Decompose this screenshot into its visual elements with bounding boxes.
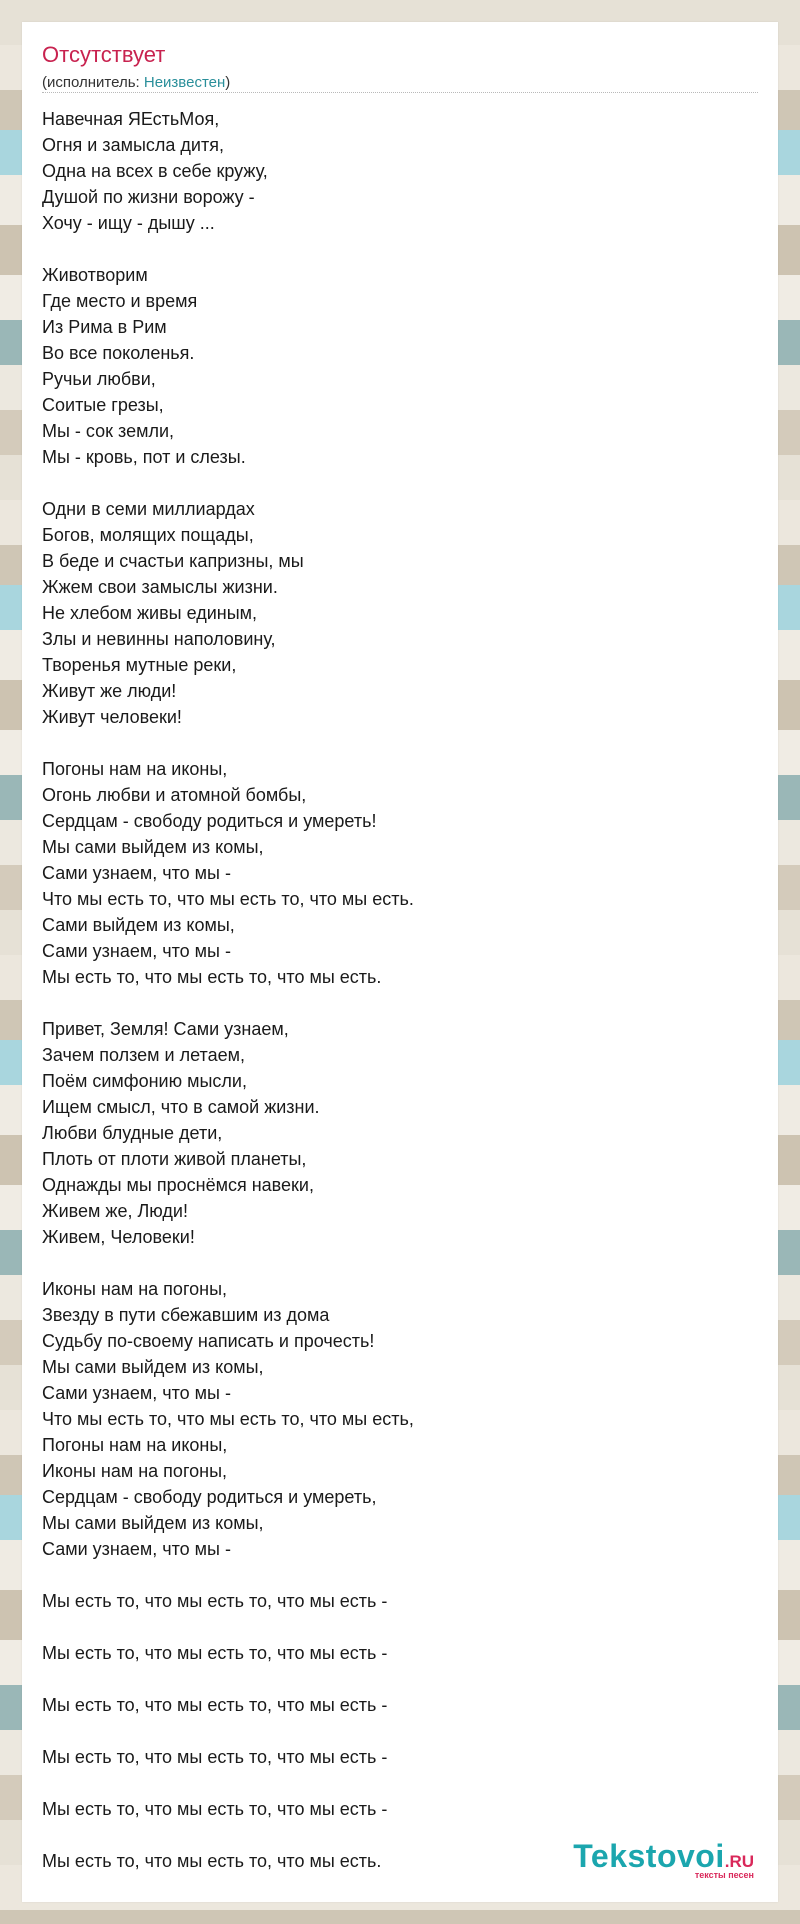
lyric-line: Мы сами выйдем из комы, bbox=[42, 837, 264, 857]
lyric-line: Плоть от плоти живой планеты, bbox=[42, 1149, 307, 1169]
lyric-line: Соитые грезы, bbox=[42, 395, 164, 415]
lyric-line: Животворим bbox=[42, 265, 148, 285]
lyrics-text bbox=[42, 106, 414, 1874]
lyric-line: В беде и счастьи капризны, мы bbox=[42, 551, 304, 571]
song-title: Отсутствует bbox=[42, 42, 166, 67]
lyric-line: Живут же люди! bbox=[42, 681, 177, 701]
site-logo[interactable] bbox=[573, 1838, 754, 1880]
lyric-line: Поём симфонию мысли, bbox=[42, 1071, 247, 1091]
lyric-line: Звезду в пути сбежавшим из дома bbox=[42, 1305, 330, 1325]
stanza-break bbox=[42, 1250, 414, 1276]
lyric-line: Живут человеки! bbox=[42, 707, 182, 727]
lyric-line: Сами выйдем из комы, bbox=[42, 915, 235, 935]
lyric-line: Огня и замысла дитя, bbox=[42, 135, 224, 155]
stanza-break bbox=[42, 1718, 414, 1744]
lyric-line: Погоны нам на иконы, bbox=[42, 1435, 228, 1455]
lyric-line: Сами узнаем, что мы - bbox=[42, 1539, 231, 1559]
lyric-line: Любви блудные дети, bbox=[42, 1123, 223, 1143]
logo-tagline: тексты песен bbox=[694, 1870, 754, 1880]
lyric-line: Иконы нам на погоны, bbox=[42, 1279, 228, 1299]
lyric-line: Мы есть то, что мы есть то, что мы есть - bbox=[42, 1799, 388, 1819]
stanza-break bbox=[42, 1822, 414, 1848]
artist-suffix: ) bbox=[225, 74, 231, 91]
lyric-line: Мы есть то, что мы есть то, что мы есть. bbox=[42, 1851, 382, 1871]
lyric-line: Ищем смысл, что в самой жизни. bbox=[42, 1097, 320, 1117]
lyric-line: Мы есть то, что мы есть то, что мы есть. bbox=[42, 967, 382, 987]
artist-link[interactable]: Неизвестен bbox=[143, 74, 226, 91]
lyric-line: Сами узнаем, что мы - bbox=[42, 863, 231, 883]
stanza-break bbox=[42, 1614, 414, 1640]
lyric-line: Одна на всех в себе кружу, bbox=[42, 161, 268, 181]
lyric-line: Мы есть то, что мы есть то, что мы есть - bbox=[42, 1643, 388, 1663]
lyric-line: Сердцам - свободу родиться и умереть! bbox=[42, 811, 377, 831]
stanza-break bbox=[42, 730, 414, 756]
lyric-line: Из Рима в Рим bbox=[42, 317, 167, 337]
artist-line bbox=[42, 74, 230, 91]
lyric-line: Душой по жизни ворожу - bbox=[42, 187, 255, 207]
lyric-line: Живем, Человеки! bbox=[42, 1227, 195, 1247]
title-divider bbox=[42, 92, 758, 93]
lyric-line: Мы есть то, что мы есть то, что мы есть - bbox=[42, 1695, 388, 1715]
artist-prefix: (исполнитель: bbox=[42, 74, 144, 91]
lyric-line: Сами узнаем, что мы - bbox=[42, 1383, 231, 1403]
lyric-line: Однажды мы проснёмся навеки, bbox=[42, 1175, 314, 1195]
lyric-line: Сами узнаем, что мы - bbox=[42, 941, 231, 961]
lyric-line: Не хлебом живы единым, bbox=[42, 603, 258, 623]
lyric-line: Мы сами выйдем из комы, bbox=[42, 1357, 264, 1377]
lyric-line: Богов, молящих пощады, bbox=[42, 525, 254, 545]
lyric-line: Жжем свои замыслы жизни. bbox=[42, 577, 278, 597]
lyric-line: Иконы нам на погоны, bbox=[42, 1461, 228, 1481]
lyric-line: Привет, Земля! Сами узнаем, bbox=[42, 1019, 289, 1039]
stanza-break bbox=[42, 1562, 414, 1588]
lyric-line: Судьбу по-своему написать и прочесть! bbox=[42, 1331, 375, 1351]
lyric-line: Мы сами выйдем из комы, bbox=[42, 1513, 264, 1533]
logo-tld: .RU bbox=[724, 1852, 754, 1871]
lyric-line: Злы и невинны наполовину, bbox=[42, 629, 276, 649]
lyric-line: Творенья мутные реки, bbox=[42, 655, 237, 675]
lyric-line: Мы есть то, что мы есть то, что мы есть - bbox=[42, 1747, 388, 1767]
stanza-break bbox=[42, 470, 414, 496]
lyrics-card bbox=[22, 22, 778, 1902]
lyric-line: Где место и время bbox=[42, 291, 198, 311]
lyric-line: Что мы есть то, что мы есть то, что мы есть. bbox=[42, 889, 414, 909]
lyric-line: Погоны нам на иконы, bbox=[42, 759, 228, 779]
stanza-break bbox=[42, 1770, 414, 1796]
lyric-line: Мы есть то, что мы есть то, что мы есть - bbox=[42, 1591, 388, 1611]
lyric-line: Хочу - ищу - дышу ... bbox=[42, 213, 215, 233]
lyric-line: Ручьи любви, bbox=[42, 369, 156, 389]
lyric-line: Зачем ползем и летаем, bbox=[42, 1045, 245, 1065]
lyric-line: Мы - кровь, пот и слезы. bbox=[42, 447, 246, 467]
lyric-line: Во все поколенья. bbox=[42, 343, 195, 363]
stanza-break bbox=[42, 236, 414, 262]
lyric-line: Одни в семи миллиардах bbox=[42, 499, 255, 519]
lyric-line: Сердцам - свободу родиться и умереть, bbox=[42, 1487, 377, 1507]
stanza-break bbox=[42, 1666, 414, 1692]
lyric-line: Мы - сок земли, bbox=[42, 421, 175, 441]
stanza-break bbox=[42, 990, 414, 1016]
lyric-line: Огонь любви и атомной бомбы, bbox=[42, 785, 307, 805]
logo-brand: Tekstovoi bbox=[573, 1838, 725, 1874]
lyric-line: Навечная ЯЕстьМоя, bbox=[42, 109, 220, 129]
lyric-line: Живем же, Люди! bbox=[42, 1201, 188, 1221]
lyric-line: Что мы есть то, что мы есть то, что мы есть, bbox=[42, 1409, 414, 1429]
